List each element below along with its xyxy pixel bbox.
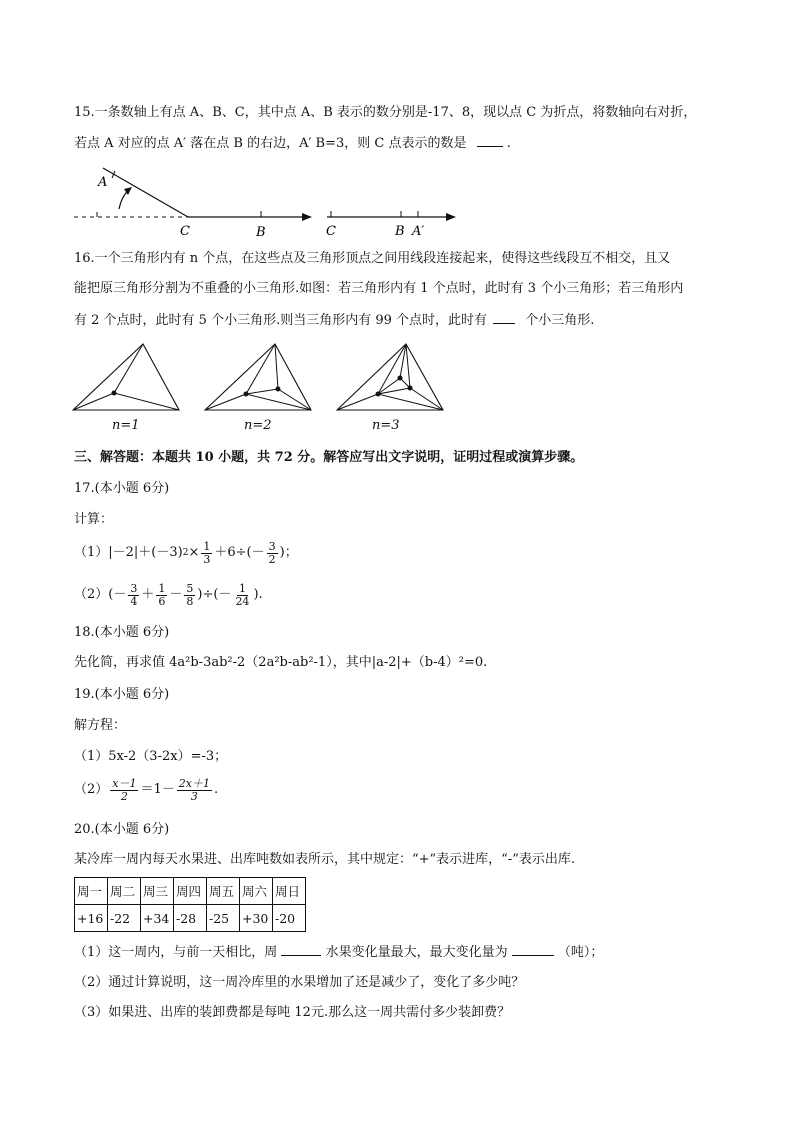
q19-p2-mid: ＝1－ <box>140 782 175 797</box>
table-cell: -28 <box>174 905 207 932</box>
q20-sub1 <box>74 943 603 962</box>
q17-p2-frac2: $\frac{1}{6}$ <box>158 581 166 608</box>
q17-p1-exp: 2 <box>182 548 189 558</box>
q17-p2-div: )÷(－ <box>197 587 232 602</box>
q17-p1-times: × <box>188 545 200 560</box>
q17-part1 <box>74 538 298 568</box>
q15-number-line-figure <box>70 165 470 245</box>
q20-s1-text1: （1）这一周内，与前一天相比，周 <box>74 945 278 960</box>
table-header-cell: 周四 <box>174 878 207 905</box>
q17-head: 17.(本小题 6分) <box>74 481 170 496</box>
q15-line2-text: 若点 A 对应的点 A′ 落在点 B 的右边，A′ B=3，则 C 点表示的数是 <box>74 136 467 151</box>
q20-s1-blank2[interactable] <box>512 943 554 956</box>
q15-fig-label-B2: B <box>395 224 405 239</box>
caption-n2: n=2 <box>244 418 272 433</box>
q19-p2-index: （2） <box>74 782 109 797</box>
table-header-cell: 周五 <box>207 878 240 905</box>
q15-fig-label-A: A <box>98 175 108 190</box>
q19-p2-frac2: $\frac{2x+1}{3}$ <box>178 776 210 803</box>
q20-intro: 某冷库一周内每天水果进、出库吨数如表所示，其中规定：“+”表示进库，“-”表示出库. <box>74 852 576 867</box>
q19-part2 <box>74 775 218 805</box>
q15-fig-label-C1: C <box>180 224 190 239</box>
section-3-heading: 三、解答题：本题共 10 小题，共 72 分。解答应写出文字说明，证明过程或演算步骤。 <box>74 450 584 465</box>
q16-line3-text: 有 2 个点时，此时有 5 个小三角形.则当三角形内有 99 个点时，此时有 <box>74 313 488 328</box>
q15-fig-label-A-prime: A′ <box>412 224 425 239</box>
caption-n3: n=3 <box>372 418 400 433</box>
table-cell: -22 <box>108 905 141 932</box>
q16-triangle-figures <box>70 340 490 415</box>
q19-label: 解方程： <box>74 718 127 733</box>
q18-head: 18.(本小题 6分) <box>74 625 170 640</box>
table-header-cell: 周日 <box>273 878 306 905</box>
table-row <box>75 905 306 932</box>
q17-p2-frac1: $\frac{3}{4}$ <box>130 581 138 608</box>
triangle-n2 <box>205 344 311 410</box>
q19-p2-frac1: $\frac{x-1}{2}$ <box>112 776 137 803</box>
q17-p2-plus: ＋ <box>141 587 155 602</box>
table-header-cell: 周二 <box>108 878 141 905</box>
q17-p1-frac1: $\frac{1}{3}$ <box>203 539 211 566</box>
q19-part1: （1）5x-2（3-2x）=-3； <box>74 749 228 764</box>
table-cell: +16 <box>75 905 108 932</box>
q15-line2-end: . <box>506 136 511 151</box>
q15-line2 <box>74 134 511 153</box>
q16-answer-blank[interactable] <box>493 311 515 324</box>
q19-p2-end: . <box>213 782 219 797</box>
q20-data-table <box>74 877 306 932</box>
q16-line3-end: 个小三角形. <box>525 313 595 328</box>
q15-line1: 15.一条数轴上有点 A、B、C，其中点 A、B 表示的数分别是-17、8，现以点 C 为折点，将数轴向右对折， <box>74 105 697 120</box>
triangle-n3 <box>337 344 443 410</box>
table-cell: -20 <box>273 905 306 932</box>
table-header-cell: 周三 <box>141 878 174 905</box>
q20-s1-text3: （吨）； <box>557 945 604 960</box>
q17-p1-div: ＋6÷(－ <box>214 545 265 560</box>
table-cell: +34 <box>141 905 174 932</box>
q17-part2 <box>74 580 263 610</box>
q18-text: 先化简，再求值 4a²b-3ab²-2（2a²b-ab²-1），其中|a-2|+（b-4）²=0. <box>74 655 488 670</box>
q19-head: 19.(本小题 6分) <box>74 687 170 702</box>
q17-p2-minus: － <box>169 587 183 602</box>
q16-line2: 能把原三角形分割为不重叠的小三角形.如图：若三角形内有 1 个点时，此时有 3 个小三角形；若三角形内 <box>74 281 684 296</box>
q17-p2-index: （2） <box>74 587 109 602</box>
q15-fig-label-C2: C <box>326 224 336 239</box>
table-header-cell: 周一 <box>75 878 108 905</box>
q17-p2-end: ). <box>253 587 263 602</box>
q17-p1-end: )； <box>279 545 298 560</box>
q17-p2-frac4: $\frac{1}{24}$ <box>235 581 250 608</box>
q20-s1-blank1[interactable] <box>281 943 321 956</box>
q17-p1-frac2: $\frac{3}{2}$ <box>268 539 276 566</box>
q20-sub2: （2）通过计算说明，这一周冷库里的水果增加了还是减少了，变化了多少吨？ <box>74 975 525 990</box>
q15-fig-label-B1: B <box>256 225 266 240</box>
q15-answer-blank[interactable] <box>477 134 503 147</box>
q16-line1: 16.一个三角形内有 n 个点，在这些点及三角形顶点之间用线段连接起来，使得这些线段互不相交，且又 <box>74 251 671 266</box>
q17-label: 计算： <box>74 512 114 527</box>
table-header-row <box>75 878 306 905</box>
table-cell: +30 <box>240 905 273 932</box>
q17-p2-open: (－ <box>108 587 127 602</box>
q20-head: 20.(本小题 6分) <box>74 822 170 837</box>
caption-n1: n=1 <box>112 418 140 433</box>
q20-s1-text2: 水果变化量最大，最大变化量为 <box>325 945 508 960</box>
table-cell: -25 <box>207 905 240 932</box>
q17-p1-abs: |－2|＋(－3) <box>108 545 183 560</box>
q20-sub3: （3）如果进、出库的装卸费都是每吨 12元.那么这一周共需付多少装卸费？ <box>74 1005 511 1020</box>
table-header-cell: 周六 <box>240 878 273 905</box>
q16-line3 <box>74 311 594 330</box>
q17-p2-frac3: $\frac{5}{8}$ <box>186 581 194 608</box>
triangle-n1 <box>73 344 179 410</box>
q17-p1-index: （1） <box>74 545 109 560</box>
